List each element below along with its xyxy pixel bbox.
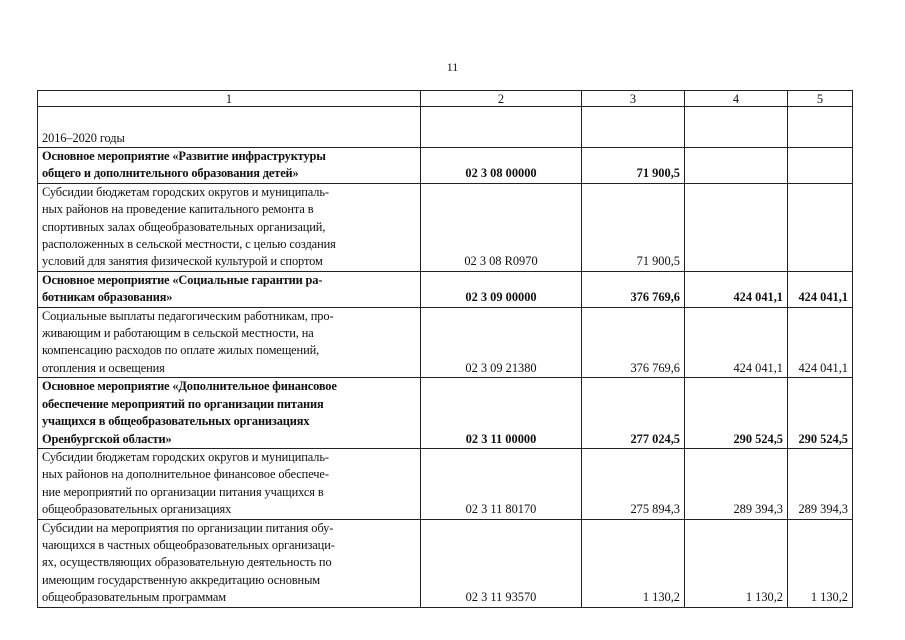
description-line: условий для занятия физической культурой и спортом (42, 254, 323, 269)
row-description (38, 378, 421, 449)
column-header-3: 3 (582, 91, 685, 107)
description-line: общеобразовательным программам (42, 590, 226, 605)
row-value-col3: 71 900,5 (582, 148, 685, 184)
row-value-col5: 424 041,1 (788, 307, 853, 378)
description-line: Субсидии на мероприятия по организации питания обу- (42, 520, 334, 535)
row-description (38, 183, 421, 271)
table-row-main-activity (38, 378, 853, 449)
description-line: обеспечение мероприятий по организации питания (42, 396, 324, 411)
year-range-cell: 2016–2020 годы (38, 107, 421, 148)
description-line: ных районов на дополнительное финансовое обеспече- (42, 467, 329, 482)
row-value-col5: 289 394,3 (788, 448, 853, 519)
row-budget-code: 02 3 11 93570 (421, 519, 582, 607)
table-row-subsidy (38, 448, 853, 519)
row-value-col5: 424 041,1 (788, 271, 853, 307)
description-line: Социальные выплаты педагогическим работникам, про- (42, 308, 334, 323)
row-budget-code: 02 3 11 00000 (421, 378, 582, 449)
description-line: ние мероприятий по организации питания учащихся в (42, 484, 324, 499)
description-line: Основное мероприятие «Социальные гарантии ра- (42, 272, 323, 287)
description-line: отопления и освещения (42, 360, 165, 375)
description-line: общего и дополнительного образования детей» (42, 166, 299, 181)
description-line: Основное мероприятие «Дополнительное финансовое (42, 379, 337, 394)
description-line: Оренбургской области» (42, 431, 172, 446)
row-description (38, 148, 421, 184)
year-range-row (38, 107, 853, 148)
description-line: ях, осуществляющих образовательную деятельность по (42, 555, 332, 570)
description-line: ных районов на проведение капитального ремонта в (42, 202, 314, 217)
row-value-col4: 424 041,1 (685, 271, 788, 307)
row-budget-code: 02 3 09 21380 (421, 307, 582, 378)
row-value-col3: 71 900,5 (582, 183, 685, 271)
row-value-col3: 376 769,6 (582, 271, 685, 307)
row-value-col5: 1 130,2 (788, 519, 853, 607)
description-line: общеобразовательных организациях (42, 502, 232, 517)
row-budget-code: 02 3 11 80170 (421, 448, 582, 519)
table-row-main-activity (38, 148, 853, 184)
empty-cell (788, 107, 853, 148)
column-header-1: 1 (38, 91, 421, 107)
row-value-col4: 289 394,3 (685, 448, 788, 519)
table-header-row (38, 91, 853, 107)
empty-cell (685, 107, 788, 148)
description-line: спортивных залах общеобразовательных организаций, (42, 219, 326, 234)
row-value-col3: 277 024,5 (582, 378, 685, 449)
row-budget-code: 02 3 08 00000 (421, 148, 582, 184)
description-line: Субсидии бюджетам городских округов и муниципаль- (42, 449, 329, 464)
description-line: живающим и работающим в сельской местности, на (42, 326, 314, 341)
table-body (38, 107, 853, 608)
table-row-subsidy (38, 183, 853, 271)
row-budget-code: 02 3 09 00000 (421, 271, 582, 307)
row-value-col4: 424 041,1 (685, 307, 788, 378)
description-line: Субсидии бюджетам городских округов и муниципаль- (42, 184, 329, 199)
table-row-subsidy (38, 519, 853, 607)
row-description (38, 448, 421, 519)
row-description (38, 271, 421, 307)
description-line: расположенных в сельской местности, с целью создания (42, 237, 336, 252)
budget-table (37, 90, 853, 608)
row-value-col5: 290 524,5 (788, 378, 853, 449)
column-header-5: 5 (788, 91, 853, 107)
row-description (38, 307, 421, 378)
row-value-col4 (685, 183, 788, 271)
description-line: учащихся в общеобразовательных организациях (42, 414, 310, 429)
description-line: Основное мероприятие «Развитие инфраструктуры (42, 149, 326, 163)
description-line: имеющим государственную аккредитацию основным (42, 572, 321, 587)
column-header-2: 2 (421, 91, 582, 107)
row-value-col4: 290 524,5 (685, 378, 788, 449)
row-value-col5 (788, 183, 853, 271)
empty-cell (421, 107, 582, 148)
description-line: компенсацию расходов по оплате жилых помещений, (42, 343, 320, 358)
description-line: чающихся в частных общеобразовательных организаци- (42, 537, 335, 552)
description-line: ботникам образования» (42, 290, 173, 305)
row-value-col3: 275 894,3 (582, 448, 685, 519)
table-row-main-activity (38, 271, 853, 307)
row-value-col4: 1 130,2 (685, 519, 788, 607)
row-value-col3: 1 130,2 (582, 519, 685, 607)
table-row-subsidy (38, 307, 853, 378)
row-description (38, 519, 421, 607)
row-value-col4 (685, 148, 788, 184)
row-budget-code: 02 3 08 R0970 (421, 183, 582, 271)
column-header-4: 4 (685, 91, 788, 107)
page-number: 11 (446, 60, 459, 74)
empty-cell (582, 107, 685, 148)
row-value-col3: 376 769,6 (582, 307, 685, 378)
row-value-col5 (788, 148, 853, 184)
